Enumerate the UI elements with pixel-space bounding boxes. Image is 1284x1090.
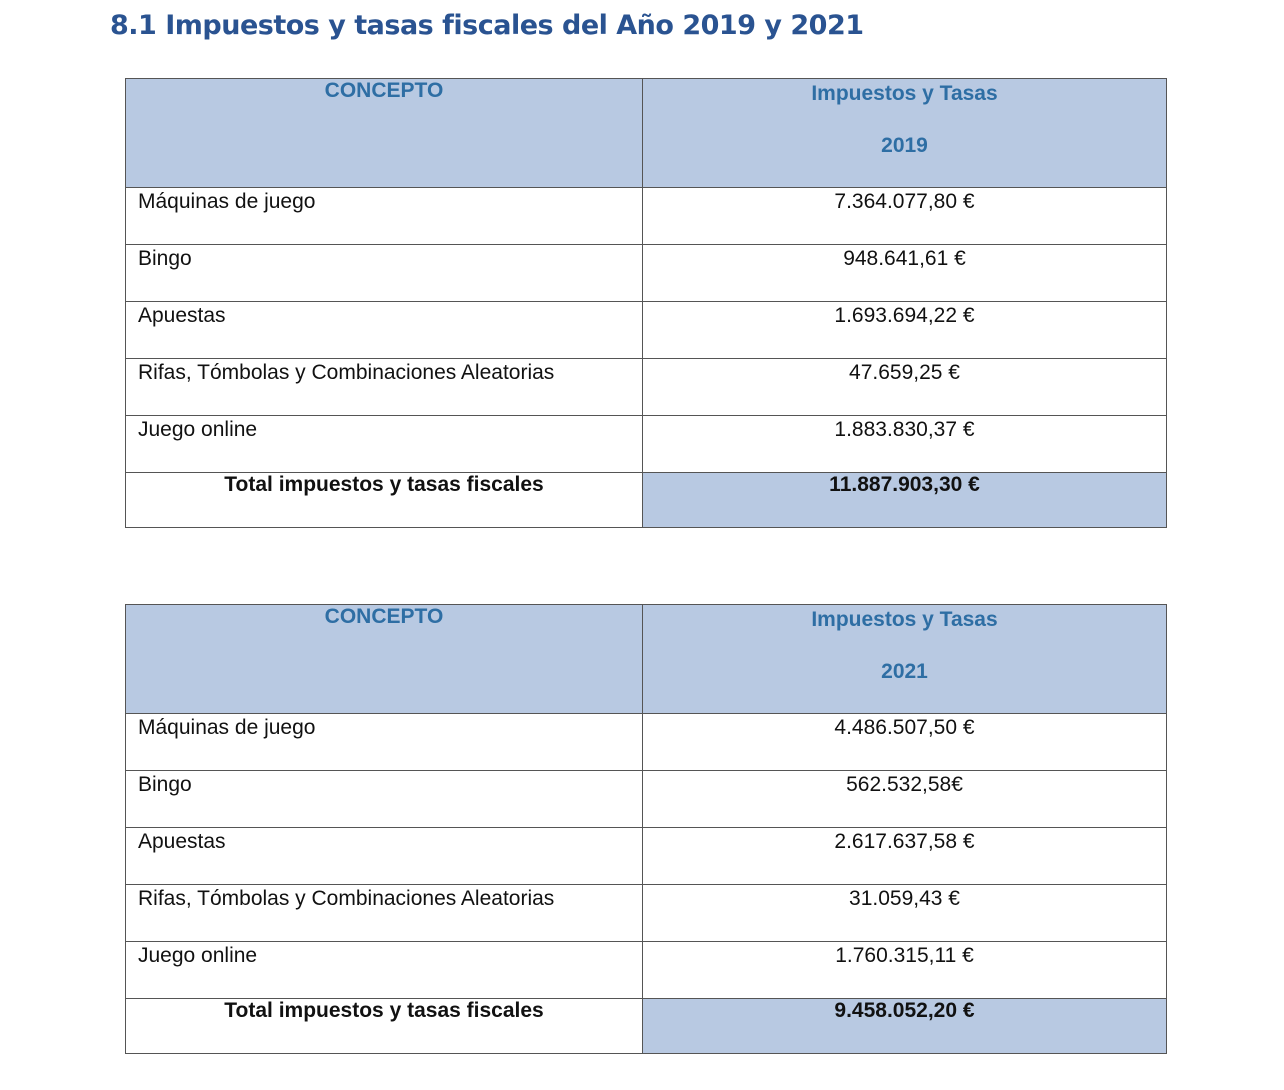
row-concept: Máquinas de juego	[126, 714, 643, 771]
total-label: Total impuestos y tasas fiscales	[126, 473, 643, 528]
row-amount: 7.364.077,80 €	[643, 188, 1167, 245]
tax-table-2021	[125, 604, 1167, 1054]
total-row	[126, 999, 1167, 1054]
table-row	[126, 359, 1167, 416]
row-concept: Bingo	[126, 771, 643, 828]
header-amount-year: 2021	[881, 660, 928, 683]
table-row	[126, 245, 1167, 302]
row-concept: Bingo	[126, 245, 643, 302]
table-row	[126, 942, 1167, 999]
header-amount	[643, 605, 1167, 714]
table-row	[126, 771, 1167, 828]
header-concept: CONCEPTO	[126, 605, 643, 714]
row-amount: 1.760.315,11 €	[643, 942, 1167, 999]
row-amount: 562.532,58€	[643, 771, 1167, 828]
table-row	[126, 714, 1167, 771]
row-amount: 1.883.830,37 €	[643, 416, 1167, 473]
row-amount: 31.059,43 €	[643, 885, 1167, 942]
section-title: 8.1 Impuestos y tasas fiscales del Año 2019 y 2021	[110, 10, 864, 41]
row-concept: Apuestas	[126, 302, 643, 359]
row-concept: Rifas, Tómbolas y Combinaciones Aleatorias	[126, 359, 643, 416]
header-amount	[643, 79, 1167, 188]
row-concept: Juego online	[126, 942, 643, 999]
row-amount: 2.617.637,58 €	[643, 828, 1167, 885]
total-amount: 11.887.903,30 €	[643, 473, 1167, 528]
row-concept: Apuestas	[126, 828, 643, 885]
row-concept: Máquinas de juego	[126, 188, 643, 245]
row-amount: 1.693.694,22 €	[643, 302, 1167, 359]
table-row	[126, 188, 1167, 245]
table-row	[126, 885, 1167, 942]
row-amount: 948.641,61 €	[643, 245, 1167, 302]
table-row	[126, 416, 1167, 473]
row-amount: 4.486.507,50 €	[643, 714, 1167, 771]
row-concept: Rifas, Tómbolas y Combinaciones Aleatorias	[126, 885, 643, 942]
row-amount: 47.659,25 €	[643, 359, 1167, 416]
header-amount-label: Impuestos y Tasas	[811, 82, 998, 105]
tax-table-2019	[125, 78, 1167, 528]
total-label: Total impuestos y tasas fiscales	[126, 999, 643, 1054]
header-amount-year: 2019	[881, 134, 928, 157]
header-concept: CONCEPTO	[126, 79, 643, 188]
total-row	[126, 473, 1167, 528]
row-concept: Juego online	[126, 416, 643, 473]
table-row	[126, 828, 1167, 885]
total-amount: 9.458.052,20 €	[643, 999, 1167, 1054]
table-header-row	[126, 605, 1167, 714]
table-row	[126, 302, 1167, 359]
table-header-row	[126, 79, 1167, 188]
header-amount-label: Impuestos y Tasas	[811, 608, 998, 631]
